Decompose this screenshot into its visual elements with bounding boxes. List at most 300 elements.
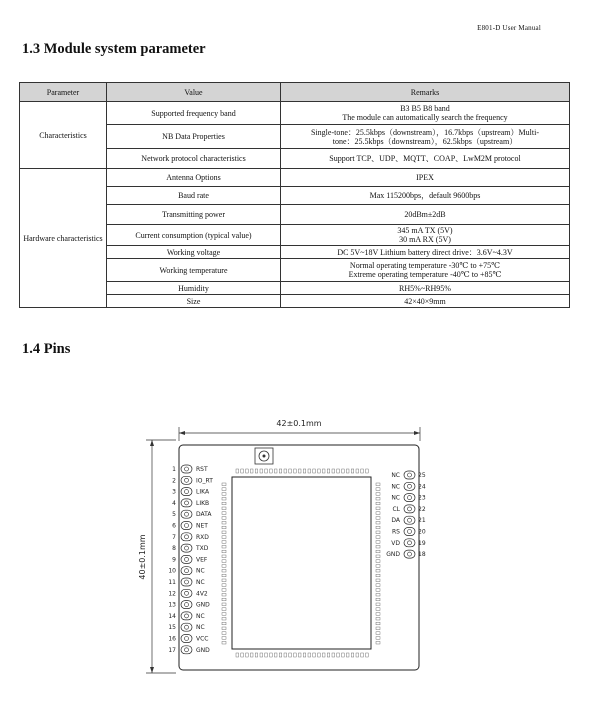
- pad: [361, 653, 364, 657]
- section-heading-pins: 1.4 Pins: [22, 341, 71, 357]
- pad: [222, 521, 226, 524]
- pin-number: 14: [168, 612, 176, 620]
- pin-diagram: [0, 405, 589, 685]
- pad: [376, 536, 380, 539]
- pin-number: 1: [172, 466, 176, 473]
- pin-pad-icon: [404, 494, 415, 502]
- pad: [376, 565, 380, 568]
- pin-name: IO_RT: [196, 477, 213, 485]
- pin-name: LIKA: [196, 488, 210, 496]
- pad: [298, 653, 301, 657]
- pad: [260, 653, 263, 657]
- pin-number: 5: [172, 511, 176, 519]
- value-cell: Working voltage: [107, 246, 281, 259]
- pad: [222, 641, 226, 644]
- pad: [274, 469, 277, 473]
- pad: [222, 560, 226, 563]
- pin-name: GND: [386, 551, 400, 559]
- param-hardware: Hardware characteristics: [20, 169, 107, 308]
- antenna-connector-icon: [255, 448, 273, 464]
- right-pin: [392, 528, 426, 536]
- pad: [250, 653, 253, 657]
- remarks-cell: Max 115200bps，default 9600bps: [281, 187, 570, 205]
- pin-hole-icon: [408, 541, 412, 545]
- remarks-line: Extreme operating temperature -40℃ to +85℃: [348, 270, 502, 279]
- pad: [236, 653, 239, 657]
- pin-name: NC: [196, 624, 205, 632]
- pin-pad-icon: [404, 471, 415, 479]
- pad: [241, 653, 244, 657]
- pad: [222, 565, 226, 568]
- pad: [337, 469, 340, 473]
- pin-name: NC: [196, 567, 205, 575]
- left-pin: [172, 499, 209, 507]
- pad: [313, 469, 316, 473]
- header-parameter: Parameter: [20, 83, 107, 102]
- pin-hole-icon: [185, 501, 189, 505]
- table-row: [20, 169, 570, 187]
- pin-pad-icon: [404, 539, 415, 547]
- pin-name: VD: [391, 539, 400, 547]
- pad: [265, 469, 268, 473]
- pin-hole-icon: [185, 648, 189, 652]
- remarks-cell: 20dBm±2dB: [281, 205, 570, 225]
- pad: [351, 653, 354, 657]
- pin-pad-icon: [181, 465, 192, 473]
- pin-number: 6: [172, 522, 176, 530]
- pin-number: 15: [168, 624, 176, 632]
- remarks-line: B3 B5 B8 band: [400, 104, 450, 113]
- pad: [222, 517, 226, 520]
- value-cell: Supported frequency band: [107, 102, 281, 125]
- pin-hole-icon: [185, 478, 189, 482]
- pin-name: GND: [196, 601, 210, 609]
- pad: [351, 469, 354, 473]
- pin-pad-icon: [181, 476, 192, 484]
- remarks-cell: Support TCP、UDP、MQTT、COAP、LwM2M protocol: [281, 149, 570, 169]
- value-cell: Baud rate: [107, 187, 281, 205]
- pad: [376, 560, 380, 563]
- pin-name: RXD: [196, 533, 209, 541]
- pin-pad-icon: [404, 550, 415, 558]
- pad: [222, 574, 226, 577]
- left-pin: [168, 612, 204, 620]
- pin-pad-icon: [181, 646, 192, 654]
- pad: [322, 469, 325, 473]
- pad: [246, 653, 249, 657]
- pin-hole-icon: [408, 552, 412, 556]
- pin-pad-icon: [181, 635, 192, 643]
- pad: [376, 641, 380, 644]
- remarks-cell: [281, 102, 570, 125]
- pin-pad-icon: [181, 612, 192, 620]
- pin-hole-icon: [185, 512, 189, 516]
- pad: [346, 653, 349, 657]
- left-pin: [172, 522, 208, 530]
- remarks-line: 30 mA RX (5V): [399, 235, 451, 244]
- left-pin: [172, 555, 208, 563]
- pin-hole-icon: [185, 591, 189, 595]
- pin-name: 4V2: [196, 590, 208, 598]
- pad: [222, 555, 226, 558]
- pad: [222, 608, 226, 611]
- pad: [222, 584, 226, 587]
- pin-hole-icon: [408, 484, 412, 488]
- pad: [222, 531, 226, 534]
- pad: [346, 469, 349, 473]
- remarks-line: Single-tone：25.5kbps（downstream），16.7kbps（upstream）Multi-: [311, 127, 539, 137]
- pin-pad-icon: [181, 544, 192, 552]
- pin-hole-icon: [408, 507, 412, 511]
- right-pin: [391, 516, 425, 524]
- pin-pad-icon: [181, 601, 192, 609]
- pad: [376, 637, 380, 640]
- pad: [327, 653, 330, 657]
- pin-number: 19: [418, 539, 426, 547]
- pad: [376, 608, 380, 611]
- pin-number: 3: [172, 488, 176, 496]
- pad: [222, 512, 226, 515]
- pin-name: NET: [196, 522, 208, 530]
- value-cell: Transmitting power: [107, 205, 281, 225]
- right-pin: [391, 471, 426, 479]
- pad: [376, 593, 380, 596]
- pad: [376, 512, 380, 515]
- table-header-row: [20, 83, 570, 102]
- pin-name: NC: [196, 579, 205, 586]
- pin-name: TXD: [196, 545, 209, 553]
- pad: [222, 579, 226, 582]
- pin-pad-icon: [181, 623, 192, 631]
- left-pin: [172, 465, 208, 473]
- section-heading-parameters: 1.3 Module system parameter: [22, 41, 206, 57]
- pad: [376, 579, 380, 582]
- pad: [222, 493, 226, 496]
- right-pin: [392, 505, 425, 513]
- pin-number: 10: [168, 567, 176, 575]
- pin-hole-icon: [185, 546, 189, 550]
- pad: [342, 469, 345, 473]
- value-cell: Working temperature: [107, 259, 281, 282]
- pad: [303, 469, 306, 473]
- header-value: Value: [107, 83, 281, 102]
- pin-number: 2: [172, 477, 176, 485]
- pad: [222, 627, 226, 630]
- pad: [289, 653, 292, 657]
- pin-number: 21: [418, 517, 426, 525]
- remarks-line: 345 mA TX (5V): [397, 226, 453, 235]
- pin-name: NC: [196, 612, 205, 620]
- pin-hole-icon: [185, 569, 189, 573]
- pad: [284, 469, 287, 473]
- pin-name: CL: [392, 505, 400, 513]
- pad: [376, 627, 380, 630]
- pad: [265, 653, 268, 657]
- pad: [274, 653, 277, 657]
- pin-name: DA: [391, 517, 400, 525]
- pad: [332, 653, 335, 657]
- pin-pad-icon: [181, 510, 192, 518]
- right-pin: [386, 550, 426, 558]
- pin-number: 11: [168, 579, 176, 586]
- pin-number: 9: [172, 556, 176, 564]
- pin-pad-icon: [181, 499, 192, 507]
- pin-hole-icon: [185, 535, 189, 539]
- left-pin: [168, 635, 208, 643]
- pin-number: 25: [418, 472, 426, 479]
- pad: [303, 653, 306, 657]
- pin-name: NC: [391, 483, 400, 491]
- pin-name: GND: [196, 646, 210, 654]
- pad: [313, 653, 316, 657]
- pin-pad-icon: [181, 567, 192, 575]
- pin-number: 18: [418, 551, 426, 559]
- parameter-table: [19, 82, 570, 308]
- pad: [376, 550, 380, 553]
- pad: [366, 469, 369, 473]
- pad: [376, 589, 380, 592]
- pad: [222, 569, 226, 572]
- pin-hole-icon: [185, 524, 189, 528]
- left-pin: [172, 533, 209, 541]
- height-dimension-label: 40±0.1mm: [138, 534, 147, 580]
- remarks-cell: [281, 225, 570, 246]
- pin-name: NC: [391, 472, 400, 479]
- right-pin: [391, 482, 426, 490]
- left-pin: [172, 476, 213, 484]
- pad: [376, 545, 380, 548]
- pad: [222, 603, 226, 606]
- pin-number: 13: [168, 601, 176, 609]
- pin-pad-icon: [404, 528, 415, 536]
- pad: [376, 517, 380, 520]
- ic-pad-rows: [222, 469, 380, 657]
- pad: [241, 469, 244, 473]
- pad: [376, 483, 380, 486]
- pad: [376, 598, 380, 601]
- remarks-cell: IPEX: [281, 169, 570, 187]
- pin-hole-icon: [185, 557, 189, 561]
- pad: [222, 593, 226, 596]
- left-pin: [168, 601, 210, 609]
- header-remarks: Remarks: [281, 83, 570, 102]
- left-pin: [172, 510, 212, 518]
- pin-hole-icon: [185, 467, 189, 471]
- pad: [255, 469, 258, 473]
- pad: [222, 541, 226, 544]
- value-cell: Current consumption (typical value): [107, 225, 281, 246]
- pad: [308, 653, 311, 657]
- remarks-line: tone：25.5kbps（downstream），62.5kbps（upstream）: [332, 136, 518, 146]
- pin-hole-icon: [185, 614, 189, 618]
- pad: [222, 613, 226, 616]
- pad: [222, 617, 226, 620]
- pad: [356, 653, 359, 657]
- pad: [222, 550, 226, 553]
- pad: [327, 469, 330, 473]
- pin-number: 7: [172, 533, 176, 541]
- pin-name: LIKB: [196, 499, 210, 507]
- pin-name: RST: [196, 466, 208, 473]
- pin-hole-icon: [185, 580, 189, 584]
- pad: [376, 493, 380, 496]
- pad: [322, 653, 325, 657]
- pad: [222, 526, 226, 529]
- pad: [222, 483, 226, 486]
- pad: [260, 469, 263, 473]
- pin-pad-icon: [181, 589, 192, 597]
- pad: [246, 469, 249, 473]
- pad: [222, 497, 226, 500]
- pad: [222, 502, 226, 505]
- pin-hole-icon: [408, 518, 412, 522]
- pin-hole-icon: [408, 530, 412, 534]
- pad: [294, 653, 297, 657]
- pad: [222, 488, 226, 491]
- pin-hole-icon: [185, 625, 189, 629]
- pad: [270, 653, 273, 657]
- pad: [250, 469, 253, 473]
- pad: [337, 653, 340, 657]
- pin-name: VCC: [196, 635, 209, 643]
- pin-number: 8: [172, 545, 176, 553]
- pad: [376, 574, 380, 577]
- pin-hole-icon: [185, 603, 189, 607]
- left-pin: [168, 623, 204, 631]
- pad: [376, 613, 380, 616]
- pad: [376, 622, 380, 625]
- pad: [376, 584, 380, 587]
- pad: [376, 555, 380, 558]
- pin-name: DATA: [196, 511, 212, 519]
- right-pin-column: [386, 471, 426, 558]
- pad: [376, 541, 380, 544]
- pad: [222, 589, 226, 592]
- value-cell: Size: [107, 295, 281, 308]
- left-pin: [168, 646, 210, 654]
- pad: [376, 569, 380, 572]
- pin-hole-icon: [408, 473, 412, 477]
- value-cell: Network protocol characteristics: [107, 149, 281, 169]
- pad: [376, 507, 380, 510]
- shield-can: [232, 477, 371, 649]
- pad: [376, 526, 380, 529]
- module-outline: [179, 445, 419, 670]
- remarks-cell: DC 5V~18V Lithium battery direct drive：3.6V~4.3V: [281, 246, 570, 259]
- left-pin: [168, 589, 208, 597]
- pad: [279, 469, 282, 473]
- pad: [255, 653, 258, 657]
- pin-number: 4: [172, 499, 176, 507]
- pad: [356, 469, 359, 473]
- pin-pad-icon: [404, 482, 415, 490]
- pad: [298, 469, 301, 473]
- pad: [318, 469, 321, 473]
- left-pin: [172, 488, 210, 496]
- remarks-cell: [281, 259, 570, 282]
- left-pin: [172, 544, 209, 552]
- pad: [222, 637, 226, 640]
- remarks-cell: 42×40×9mm: [281, 295, 570, 308]
- pad: [222, 598, 226, 601]
- pin-name: VEF: [196, 556, 208, 564]
- pin-hole-icon: [185, 490, 189, 494]
- pad: [308, 469, 311, 473]
- value-cell: Antenna Options: [107, 169, 281, 187]
- right-pin: [391, 494, 426, 502]
- pad: [376, 497, 380, 500]
- pad: [284, 653, 287, 657]
- pin-pad-icon: [181, 533, 192, 541]
- pad: [222, 536, 226, 539]
- pin-number: 20: [418, 528, 426, 536]
- pin-name: NC: [391, 494, 400, 502]
- pad: [376, 502, 380, 505]
- width-dimension: [179, 419, 420, 441]
- left-pin-column: [168, 465, 213, 654]
- pad: [279, 653, 282, 657]
- param-characteristics: Characteristics: [20, 102, 107, 169]
- pad: [376, 603, 380, 606]
- pad: [376, 521, 380, 524]
- pad: [222, 507, 226, 510]
- remarks-line: The module can automatically search the frequency: [342, 113, 508, 122]
- pad: [332, 469, 335, 473]
- pad: [294, 469, 297, 473]
- pin-number: 16: [168, 635, 176, 643]
- pad: [376, 488, 380, 491]
- pad: [222, 545, 226, 548]
- pin-pad-icon: [404, 516, 415, 524]
- pad: [361, 469, 364, 473]
- left-pin: [168, 567, 204, 575]
- pin-pad-icon: [181, 578, 192, 586]
- pad: [376, 617, 380, 620]
- pin-number: 24: [418, 483, 426, 491]
- pin-number: 12: [168, 590, 176, 598]
- pin-pad-icon: [181, 488, 192, 496]
- pad: [366, 653, 369, 657]
- pin-number: 17: [168, 646, 176, 654]
- width-dimension-label: 42±0.1mm: [276, 419, 322, 428]
- pad: [289, 469, 292, 473]
- manual-title: E801-D User Manual: [477, 24, 541, 32]
- pad: [270, 469, 273, 473]
- pad: [376, 632, 380, 635]
- pin-hole-icon: [408, 496, 412, 500]
- remarks-line: Normal operating temperature -30℃ to +75℃: [349, 261, 501, 270]
- pad: [376, 531, 380, 534]
- pin-pad-icon: [181, 522, 192, 530]
- pad: [236, 469, 239, 473]
- pin-pad-icon: [181, 555, 192, 563]
- value-cell: Humidity: [107, 282, 281, 295]
- pin-name: RS: [392, 528, 400, 536]
- remarks-cell: RH5%~RH95%: [281, 282, 570, 295]
- pad: [222, 632, 226, 635]
- remarks-cell: [281, 125, 570, 149]
- pad: [222, 622, 226, 625]
- left-pin: [168, 578, 204, 586]
- pad: [342, 653, 345, 657]
- pin-number: 22: [418, 505, 426, 513]
- right-pin: [391, 539, 426, 547]
- table-row: [20, 102, 570, 125]
- pin-hole-icon: [185, 637, 189, 641]
- value-cell: NB Data Properties: [107, 125, 281, 149]
- pad: [318, 653, 321, 657]
- pin-pad-icon: [404, 505, 415, 513]
